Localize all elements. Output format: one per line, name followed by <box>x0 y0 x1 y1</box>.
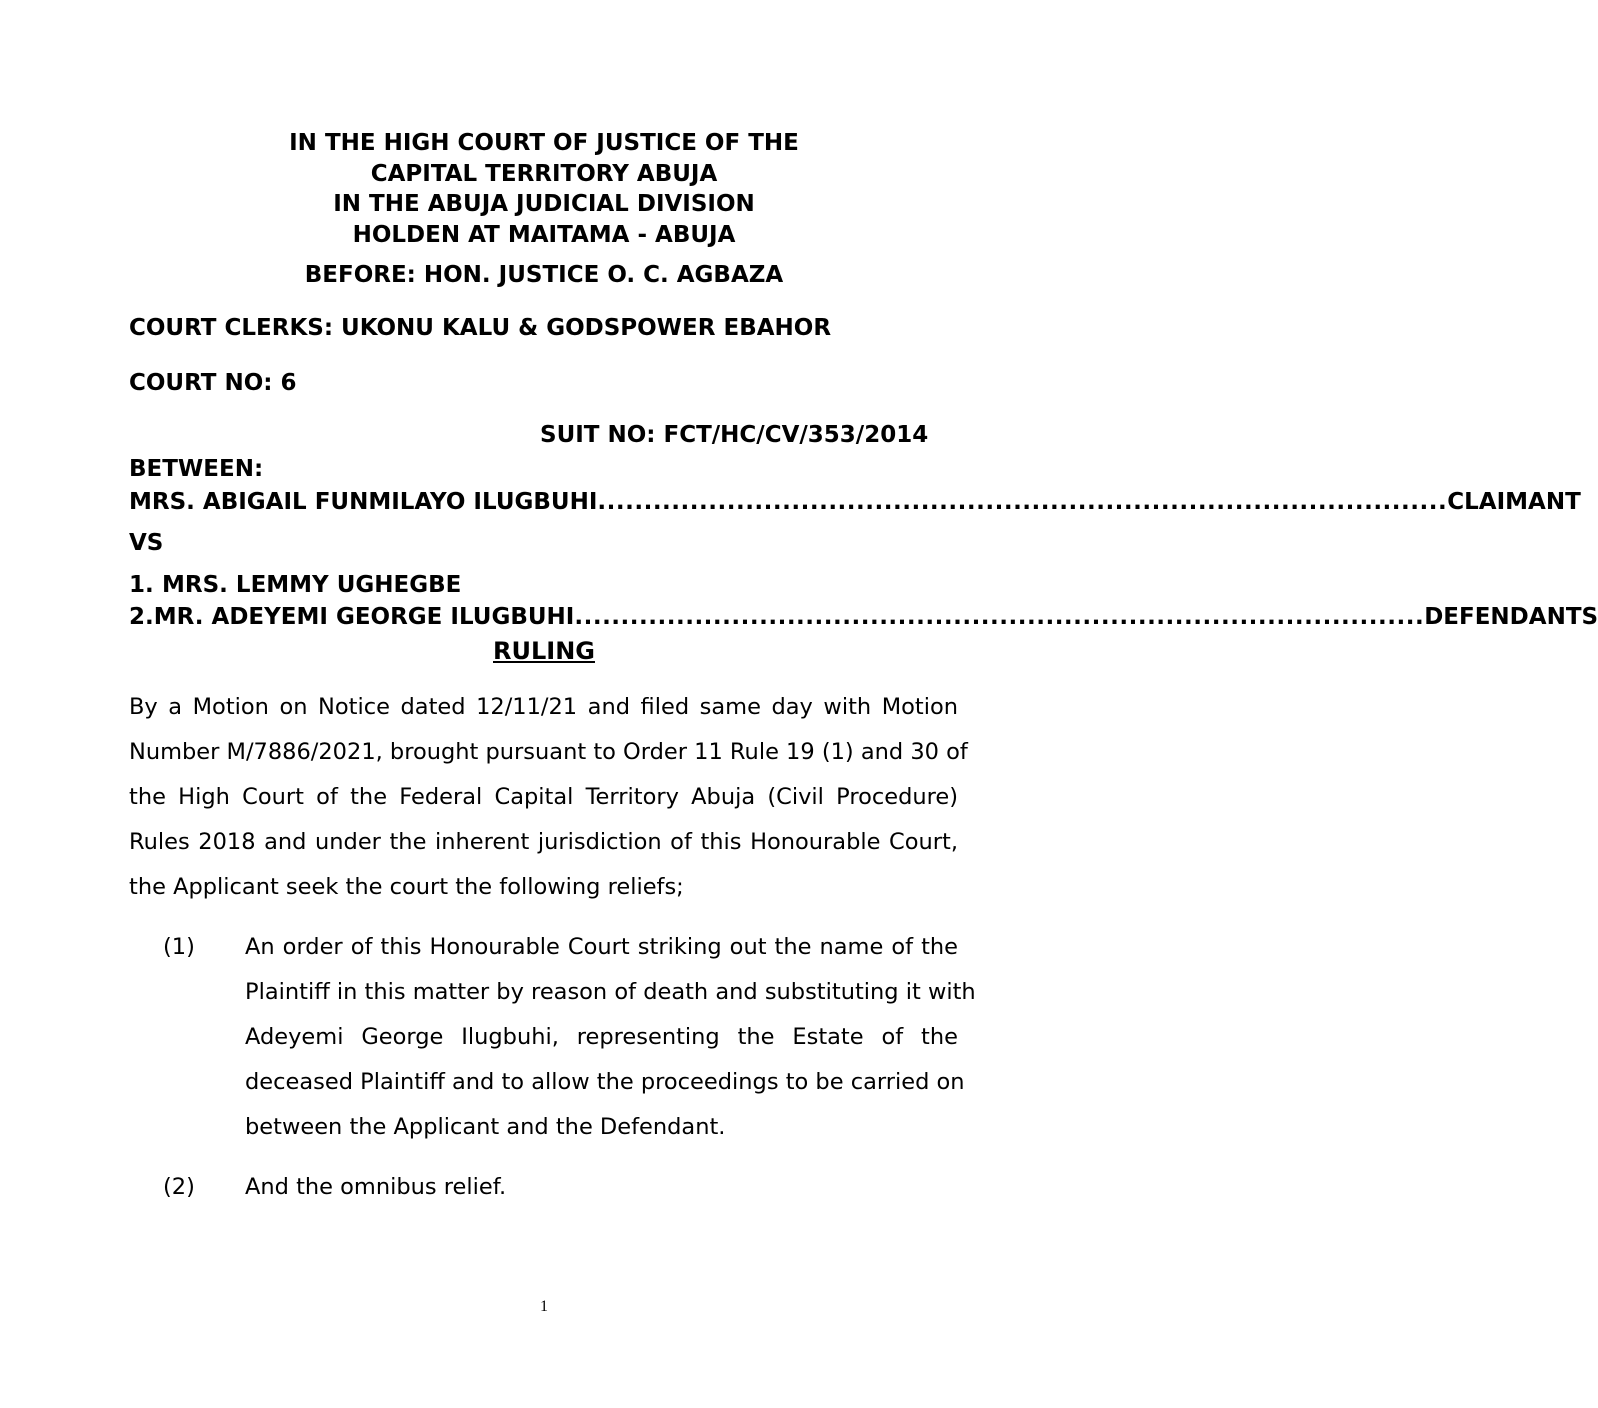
defendants-leader-dots: ............................................................................................ <box>574 604 1425 630</box>
claimant-leader-dots: ............................................................................................ <box>597 489 1448 515</box>
heading-line-3: IN THE ABUJA JUDICIAL DIVISION <box>333 191 755 217</box>
relief-text <box>245 925 976 1150</box>
court-number: COURT NO: 6 <box>129 370 297 396</box>
motion-paragraph <box>129 685 968 910</box>
defendant-line-2 <box>129 604 1598 630</box>
defendant-number: 1. <box>129 572 154 598</box>
defendant-number: 2. <box>129 604 154 630</box>
between-label: BETWEEN: <box>129 456 264 482</box>
paragraph-line: the Applicant seek the court the following reliefs; <box>129 874 684 900</box>
relief-marker: (1) <box>163 934 195 960</box>
versus-label: VS <box>129 530 164 556</box>
heading-line-1: IN THE HIGH COURT OF JUSTICE OF THE <box>289 130 799 156</box>
ruling-title-text: RULING <box>493 637 595 665</box>
court-heading <box>0 128 1088 250</box>
defendant-line-1 <box>129 572 958 598</box>
relief-line: deceased Plaintiff and to allow the proceedings to be carried on <box>245 1069 965 1095</box>
relief-line: Plaintiff in this matter by reason of death and substituting it with <box>245 979 976 1005</box>
defendants-role: DEFENDANTS <box>1424 604 1598 630</box>
paragraph-line: By a Motion on Notice dated 12/11/21 and filed same day with Motion <box>129 694 958 720</box>
claimant-line <box>129 489 1581 515</box>
relief-line: Adeyemi George Ilugbuhi, representing the Estate of the <box>245 1024 958 1050</box>
relief-line: An order of this Honourable Court striking out the name of the <box>245 934 958 960</box>
heading-line-2: CAPITAL TERRITORY ABUJA <box>370 160 718 187</box>
page-number: 1 <box>540 1298 548 1315</box>
relief-line: And the omnibus relief. <box>245 1174 507 1200</box>
presiding-judge: BEFORE: HON. JUSTICE O. C. AGBAZA <box>304 262 784 288</box>
court-clerks: COURT CLERKS: UKONU KALU & GODSPOWER EBAHOR <box>129 315 832 341</box>
relief-marker: (2) <box>163 1174 195 1200</box>
suit-number: SUIT NO: FCT/HC/CV/353/2014 <box>540 422 929 448</box>
claimant-name: MRS. ABIGAIL FUNMILAYO ILUGBUHI <box>129 489 598 515</box>
heading-line-4: HOLDEN AT MAITAMA - ABUJA <box>352 221 736 248</box>
defendant-name: MR. ADEYEMI GEORGE ILUGBUHI <box>153 604 575 630</box>
relief-text <box>245 1165 958 1210</box>
claimant-role: CLAIMANT <box>1447 489 1581 515</box>
defendant-name: MRS. LEMMY UGHEGBE <box>162 572 462 598</box>
relief-line: between the Applicant and the Defendant. <box>245 1114 726 1140</box>
paragraph-line: Rules 2018 and under the inherent jurisdiction of this Honourable Court, <box>129 829 958 855</box>
paragraph-line: Number M/7886/2021, brought pursuant to Order 11 Rule 19 (1) and 30 of <box>129 739 968 765</box>
ruling-title <box>0 637 1088 665</box>
paragraph-line: the High Court of the Federal Capital Territory Abuja (Civil Procedure) <box>129 784 958 810</box>
